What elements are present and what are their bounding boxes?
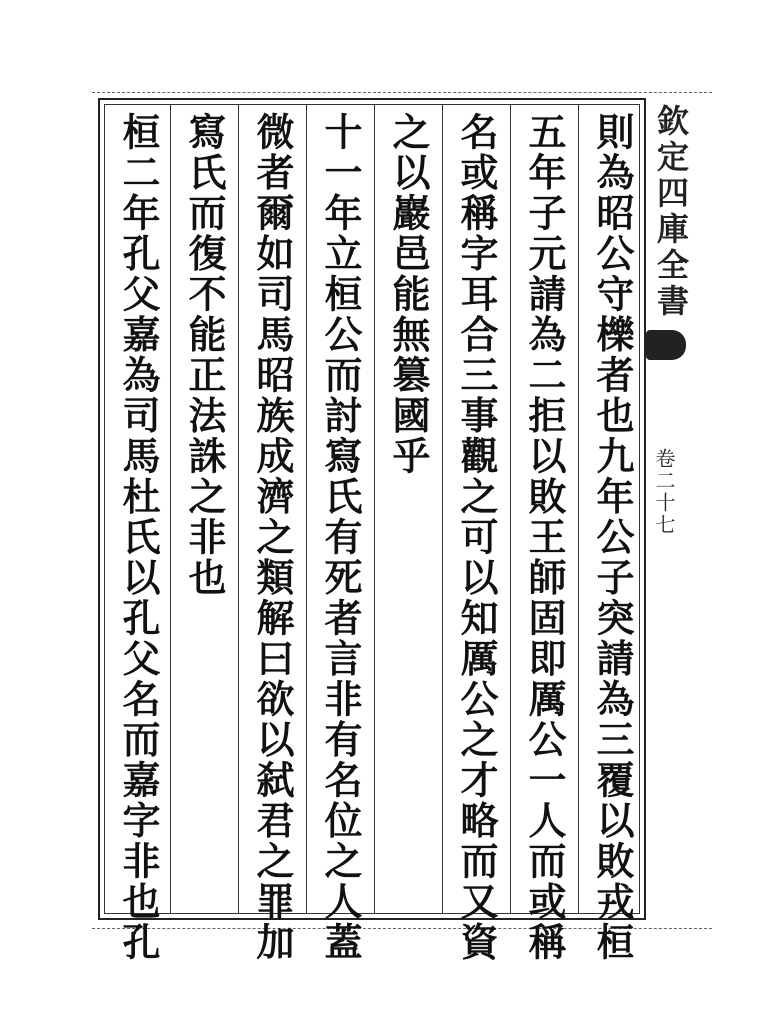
column-rule xyxy=(510,104,511,914)
volume-number: 卷二十七 xyxy=(652,448,676,536)
text-column-4: 之以巖邑能無篡國乎 xyxy=(386,112,431,477)
text-column-3: 名或稱字耳合三事觀之可以知厲公之才略而又資 xyxy=(454,112,499,963)
column-rule xyxy=(578,104,579,914)
fish-tail-mark xyxy=(646,330,686,360)
column-rule xyxy=(170,104,171,914)
text-column-2: 五年子元請為二拒以敗王師固即厲公一人而或稱 xyxy=(522,112,567,963)
top-cut-line xyxy=(92,92,712,93)
book-title: 欽定四庫全書 xyxy=(652,104,690,320)
text-column-5: 十一年立桓公而討寫氏有死者言非有名位之人蓋 xyxy=(318,112,363,963)
text-column-6: 微者爾如司馬昭族成濟之類解曰欲以弑君之罪加 xyxy=(250,112,295,963)
text-column-1: 則為昭公守櫟者也九年公子突請為三覆以敗戎桓 xyxy=(590,112,635,963)
column-rule xyxy=(306,104,307,914)
column-rule xyxy=(374,104,375,914)
text-column-8: 桓二年孔父嘉為司馬杜氏以孔父名而嘉字非也孔 xyxy=(116,112,161,963)
column-rule xyxy=(238,104,239,914)
text-column-7: 寫氏而復不能正法誅之非也 xyxy=(182,112,227,598)
column-rule xyxy=(442,104,443,914)
